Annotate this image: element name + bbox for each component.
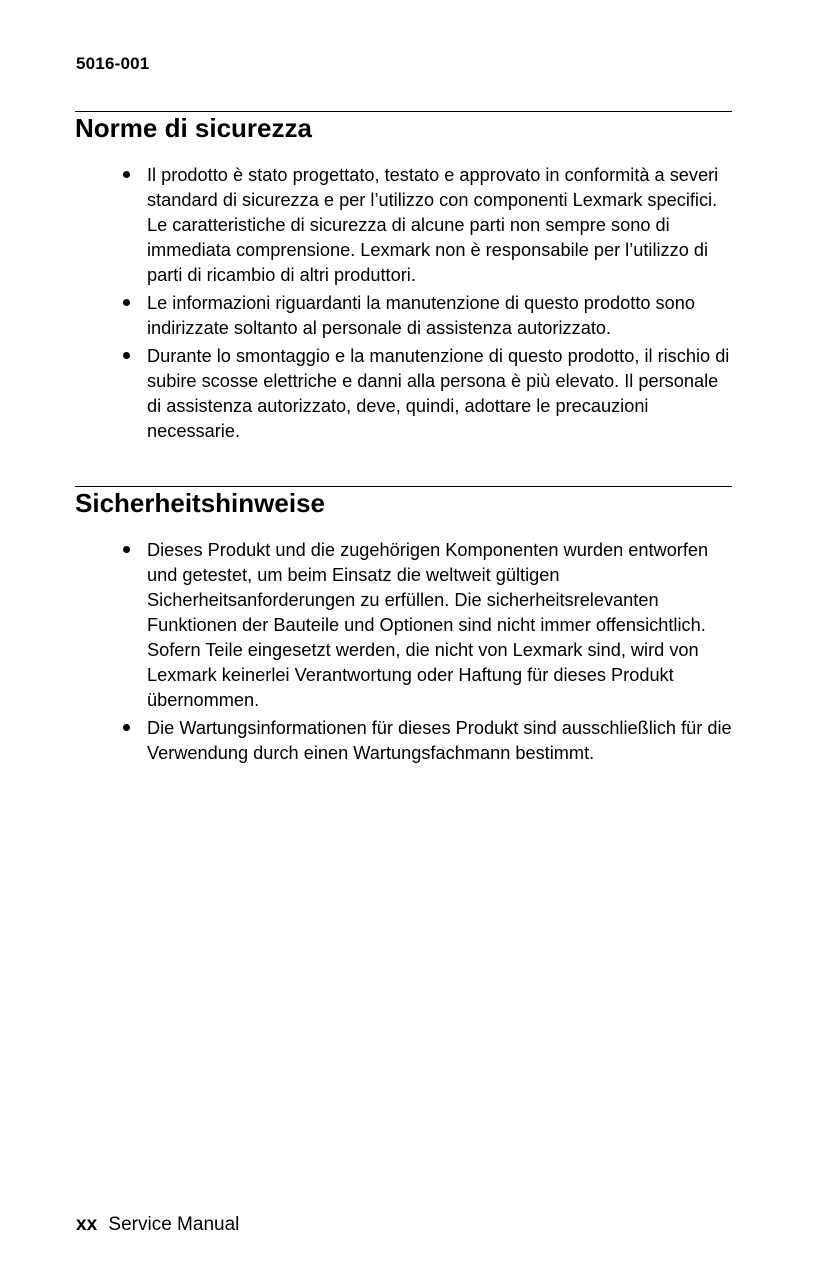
section-divider xyxy=(75,486,732,487)
section-safety-german xyxy=(75,486,732,769)
bullet-icon xyxy=(123,171,130,178)
list-item xyxy=(75,538,732,713)
section-safety-italian xyxy=(75,111,732,447)
page-number: xx xyxy=(76,1214,98,1235)
bullet-icon xyxy=(123,724,130,731)
bullet-icon xyxy=(123,546,130,553)
list-item xyxy=(75,716,732,766)
manual-title: Service Manual xyxy=(108,1214,240,1235)
list-item xyxy=(75,344,732,444)
section-title: Norme di sicurezza xyxy=(75,113,312,143)
list-item xyxy=(75,291,732,341)
list-item-text: Le informazioni riguardanti la manutenzione di questo prodotto sono indirizzate soltanto al personale di assistenza autorizzato. xyxy=(147,293,695,338)
bullet-icon xyxy=(123,352,130,359)
list-item-text: Die Wartungsinformationen für dieses Produkt sind ausschließlich für die Verwendung durch einen Wartungsfachmann bestimmt. xyxy=(147,718,732,763)
bullet-list xyxy=(75,538,732,766)
section-title: Sicherheitshinweise xyxy=(75,488,325,518)
list-item xyxy=(75,163,732,288)
bullet-list xyxy=(75,163,732,444)
section-divider xyxy=(75,111,732,112)
document-id: 5016-001 xyxy=(76,54,150,73)
bullet-icon xyxy=(123,299,130,306)
list-item-text: Il prodotto è stato progettato, testato e approvato in conformità a severi standard di sicurezza e per l’utilizzo con componenti Lexmark specifici. Le caratteristiche di sicurezza di alcune parti non sempre sono di immediata comprensione. Lexmark non è responsabile per l’utilizzo di parti di ricambio di altri produttori. xyxy=(147,165,719,285)
page-footer xyxy=(76,1214,239,1236)
list-item-text: Dieses Produkt und die zugehörigen Komponenten wurden entworfen und getestet, um beim Einsatz die weltweit gültigen Sicherheitsanforderungen zu erfüllen. Die sicherheitsrelevanten Funktionen der Bauteile und Optionen sind nicht immer offensichtlich. Sofern Teile eingesetzt werden, die nicht von Lexmark sind, wird von Lexmark keinerlei Verantwortung oder Haftung für dieses Produkt übernommen. xyxy=(147,540,709,710)
list-item-text: Durante lo smontaggio e la manutenzione di questo prodotto, il rischio di subire scosse elettriche e danni alla persona è più elevato. Il personale di assistenza autorizzato, deve, quindi, adottare le precauzioni necessarie. xyxy=(147,346,730,441)
